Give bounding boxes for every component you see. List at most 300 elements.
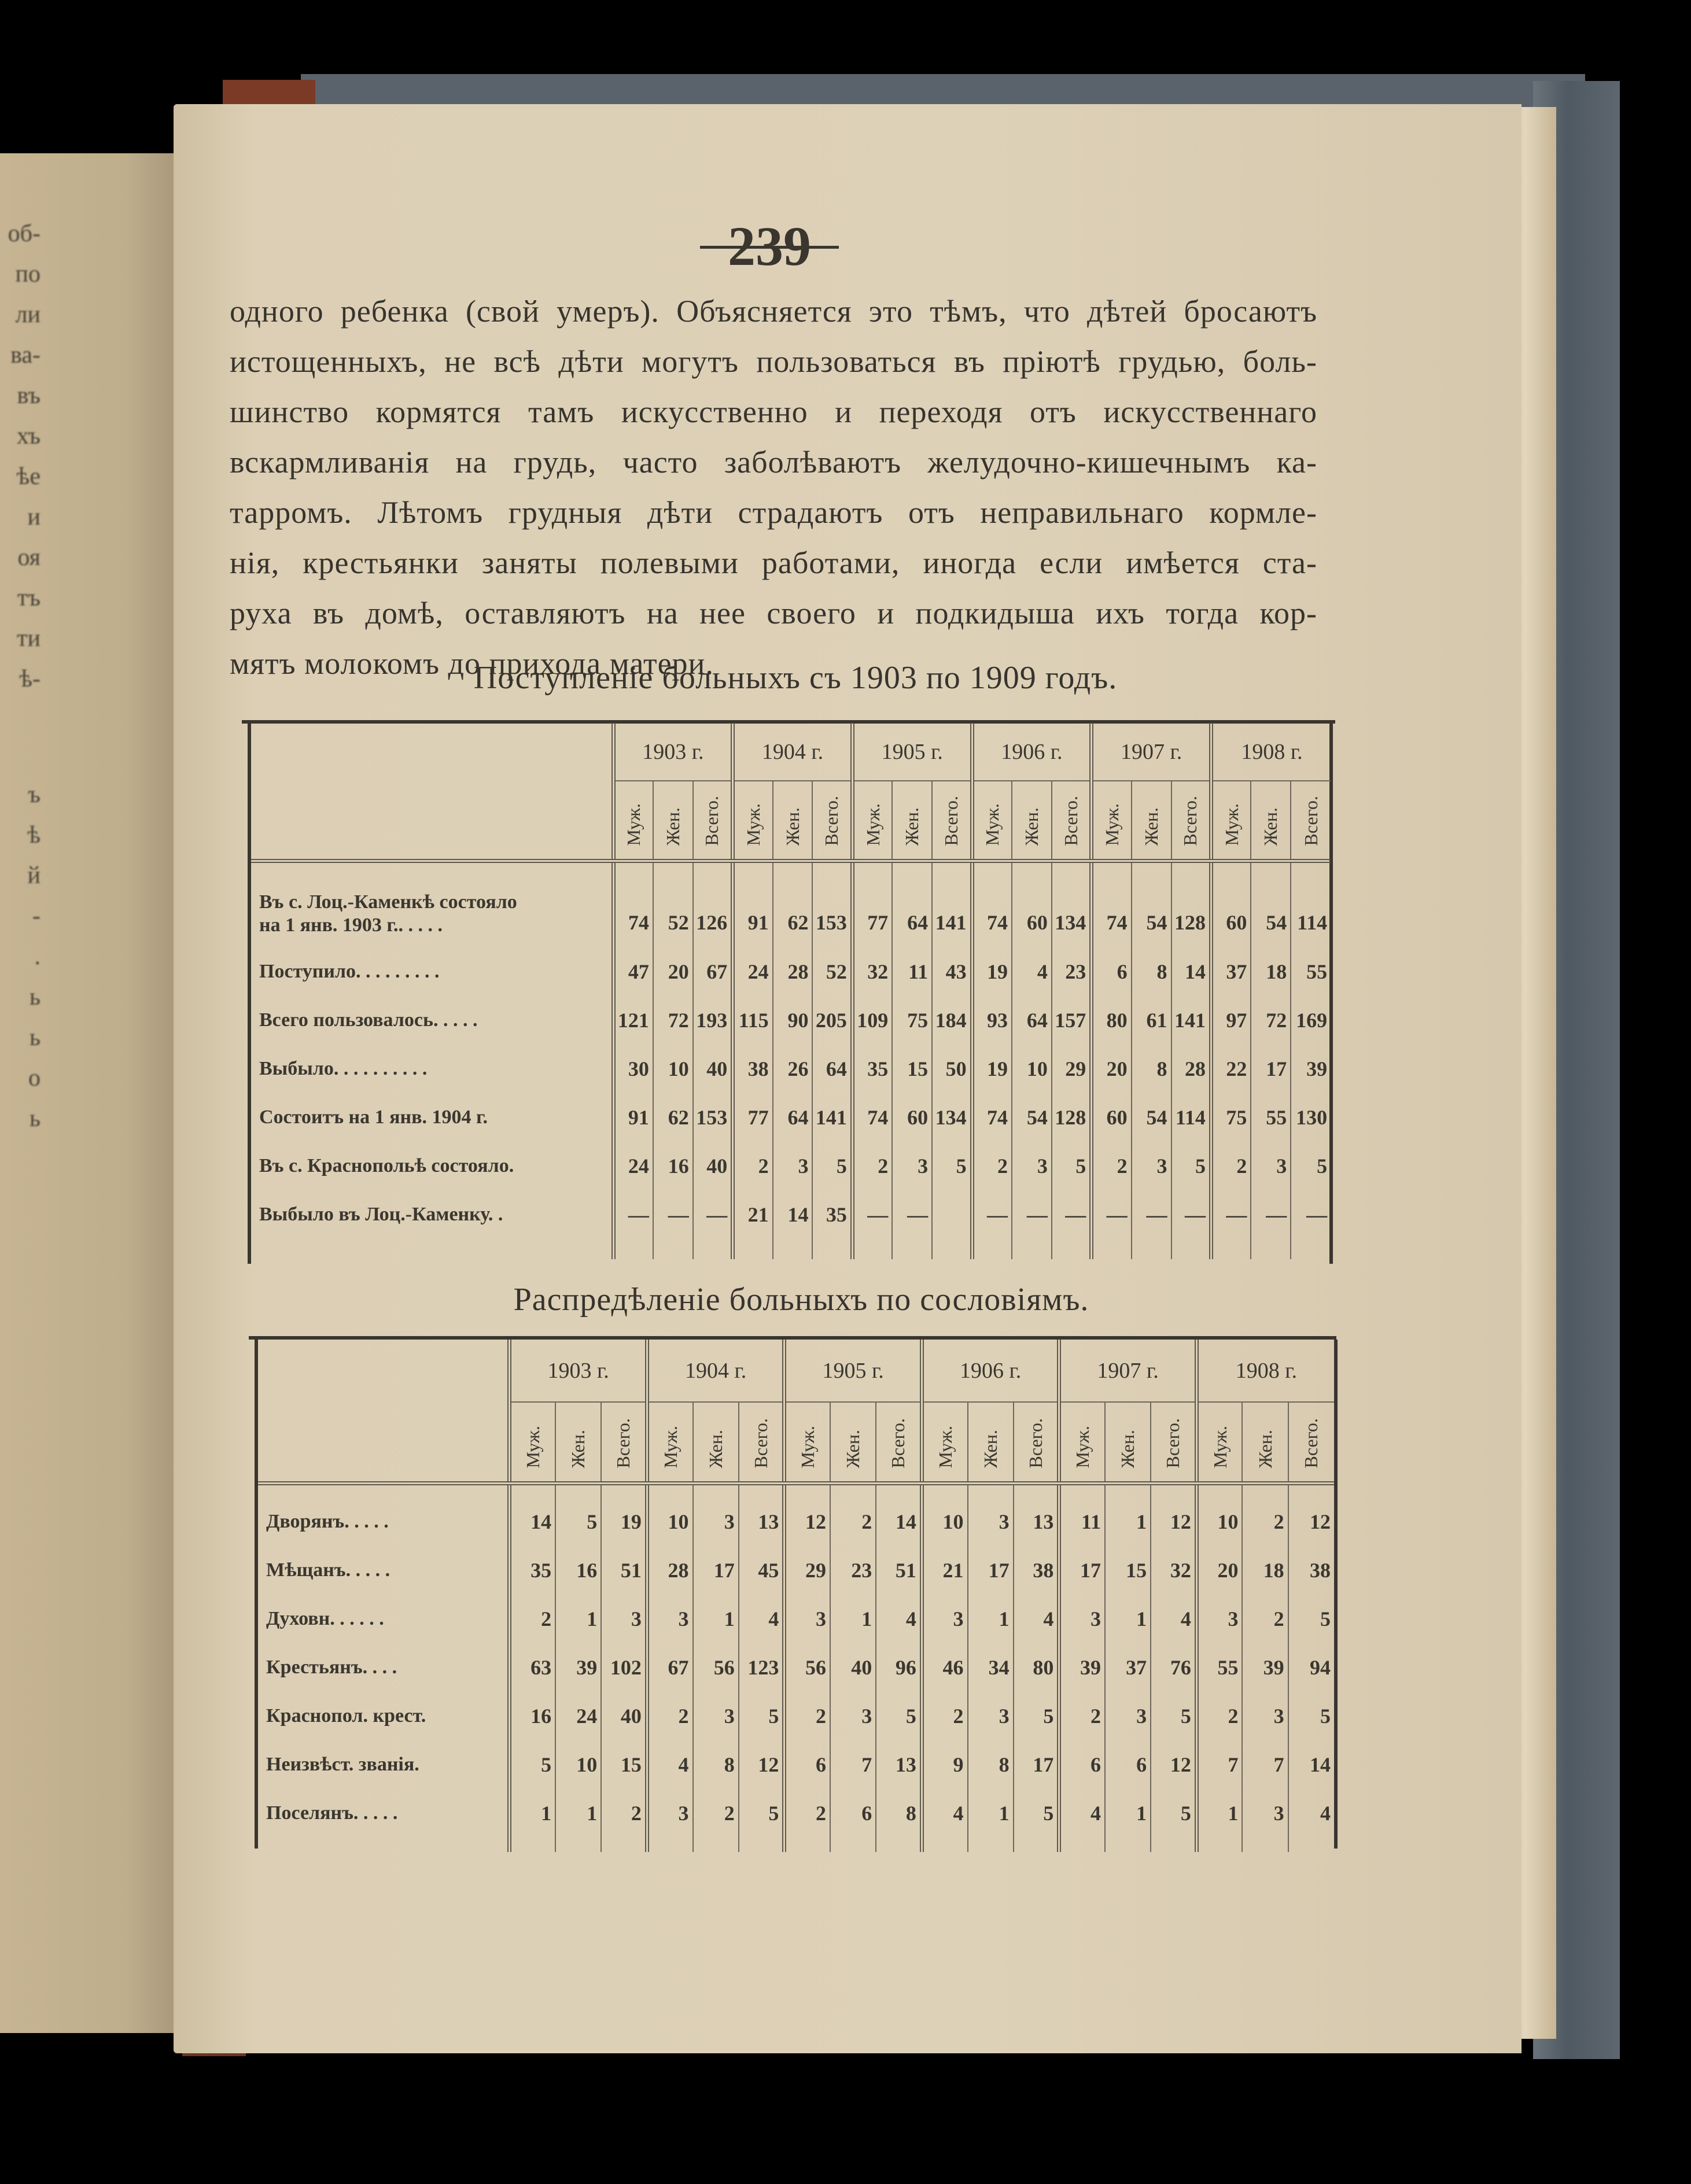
table-cell: — <box>1211 1190 1251 1239</box>
table-cell: 77 <box>852 861 892 947</box>
table-cell: 64 <box>812 1045 852 1093</box>
table-cell: 11 <box>892 947 932 996</box>
table-cell: 76 <box>1151 1643 1196 1692</box>
table-cell: 128 <box>1052 1093 1092 1142</box>
table-cell: 47 <box>613 947 653 996</box>
table-cell: 39 <box>1059 1643 1105 1692</box>
table-cell: 26 <box>773 1045 813 1093</box>
spacer-cell <box>812 1239 852 1259</box>
sex-header-label: Жен. <box>1140 807 1162 846</box>
sex-header <box>1291 781 1331 861</box>
sex-header-label: Жен. <box>901 807 923 846</box>
sex-header-label: Муж. <box>1209 1426 1231 1469</box>
table-cell: 19 <box>601 1497 647 1546</box>
table-cell: 91 <box>613 1093 653 1142</box>
table-cell: 20 <box>1196 1546 1242 1595</box>
table-cell: 2 <box>972 1142 1012 1190</box>
spacer-cell <box>1105 1483 1151 1497</box>
table-cell: 2 <box>1059 1692 1105 1740</box>
table-cell: 2 <box>647 1692 692 1740</box>
sex-header <box>1151 1402 1196 1483</box>
table-cell: 54 <box>1251 861 1291 947</box>
table-cell: 3 <box>1132 1142 1171 1190</box>
sex-header <box>1092 781 1132 861</box>
spacer-cell <box>1132 1239 1171 1259</box>
table-row <box>258 1643 1334 1692</box>
table-cell: 3 <box>1059 1595 1105 1643</box>
left-page-text-fragment: ли <box>15 301 40 328</box>
table-cell: 91 <box>733 861 773 947</box>
table-cell: 64 <box>892 861 932 947</box>
table-cell: 114 <box>1171 1093 1211 1142</box>
left-page-text-fragment: об- <box>8 220 40 247</box>
table-cell: 121 <box>613 996 653 1045</box>
table-cell: 10 <box>647 1497 692 1546</box>
spacer-cell <box>1291 1239 1331 1259</box>
table-cell: 2 <box>1092 1142 1132 1190</box>
table-cell: 60 <box>892 1093 932 1142</box>
left-page-text-fragment: въ <box>17 382 40 409</box>
table-cell: 20 <box>1092 1045 1132 1093</box>
left-page-text-fragment: ь <box>29 1024 40 1051</box>
table-cell: 50 <box>932 1045 972 1093</box>
table-cell: 96 <box>876 1643 922 1692</box>
spacer-cell <box>647 1483 692 1497</box>
table-cell: 64 <box>1012 996 1052 1045</box>
left-page-text-fragment: ва- <box>10 342 40 368</box>
table-cell: 5 <box>1014 1789 1059 1838</box>
sex-header-label: Муж. <box>623 803 644 846</box>
row-label: Крестьянъ. . . . <box>266 1657 397 1678</box>
table-cell: 6 <box>1092 947 1132 996</box>
spacer-cell <box>733 1239 773 1259</box>
spacer-cell <box>876 1483 922 1497</box>
spacer-cell <box>1059 1838 1105 1852</box>
table-cell: 20 <box>653 947 693 996</box>
table-cell: 6 <box>1105 1740 1151 1789</box>
table-cell: 29 <box>784 1546 830 1595</box>
table-cell: 5 <box>812 1142 852 1190</box>
row-label: Въ с. Краснопольѣ состояло. <box>259 1155 514 1176</box>
spacer-cell <box>1196 1838 1242 1852</box>
sex-header-label: Всего. <box>1300 796 1321 846</box>
sex-header-label: Муж. <box>1221 803 1242 846</box>
table-cell: — <box>653 1190 693 1239</box>
row-label: Дворянъ. . . . . <box>266 1511 389 1532</box>
table-cell: 2 <box>852 1142 892 1190</box>
table-cell: 4 <box>1012 947 1052 996</box>
sex-header <box>1196 1402 1242 1483</box>
table-cell: 3 <box>1251 1142 1291 1190</box>
table-cell: 2 <box>1211 1142 1251 1190</box>
table-cell: 8 <box>1132 947 1171 996</box>
paragraph-line: нія, крестьянки заняты полевыми работами, иногда если имѣется ста- <box>230 545 1317 580</box>
table-cell: 4 <box>1288 1789 1334 1838</box>
left-page-text-fragment: ь <box>29 1105 40 1132</box>
year-header-row <box>258 1340 1334 1402</box>
table-cell: 12 <box>784 1497 830 1546</box>
table-cell: 8 <box>876 1789 922 1838</box>
table-cell: 153 <box>693 1093 733 1142</box>
table-cell: 3 <box>647 1595 692 1643</box>
spacer-cell <box>653 1239 693 1259</box>
table-cell: 8 <box>1132 1045 1171 1093</box>
table-cell: 40 <box>830 1643 876 1692</box>
table-cell: 8 <box>968 1740 1014 1789</box>
table-cell: 7 <box>1242 1740 1288 1789</box>
table-cell: 2 <box>922 1692 967 1740</box>
table-cell: 54 <box>1012 1093 1052 1142</box>
table-cell: 5 <box>1291 1142 1331 1190</box>
spacer-cell <box>1288 1483 1334 1497</box>
table-cell: 5 <box>1014 1692 1059 1740</box>
body-paragraph <box>230 286 1317 689</box>
table-cell: 97 <box>1211 996 1251 1045</box>
table-cell: 19 <box>972 947 1012 996</box>
spacer-row <box>251 1239 1331 1259</box>
table2-right-rule <box>1334 1340 1338 1849</box>
table-cell: 52 <box>653 861 693 947</box>
table-cell: 15 <box>1105 1546 1151 1595</box>
sex-header <box>922 1402 967 1483</box>
table-cell: — <box>852 1190 892 1239</box>
table-cell: 22 <box>1211 1045 1251 1093</box>
sex-header-label: Жен. <box>842 1430 864 1469</box>
table-row <box>258 1692 1334 1740</box>
table-cell: 39 <box>555 1643 601 1692</box>
table-cell: — <box>1052 1190 1092 1239</box>
table-cell: 72 <box>653 996 693 1045</box>
sex-header-label: Муж. <box>982 803 1003 846</box>
table-cell: 37 <box>1105 1643 1151 1692</box>
table-cell: 39 <box>1242 1643 1288 1692</box>
table-cell: 51 <box>601 1546 647 1595</box>
table-cell: 74 <box>613 861 653 947</box>
table-cell: 2 <box>1242 1497 1288 1546</box>
table-cell: 55 <box>1251 1093 1291 1142</box>
sex-header-label: Всего. <box>1301 1418 1322 1469</box>
spacer-cell <box>510 1483 555 1497</box>
table-cell: — <box>892 1190 932 1239</box>
table-cell: 17 <box>1014 1740 1059 1789</box>
sex-header <box>510 1402 555 1483</box>
left-page-text-fragment: ѣ- <box>19 666 40 692</box>
sex-header-label: Муж. <box>797 1426 819 1469</box>
table-row <box>251 996 1331 1045</box>
table-cell: 3 <box>647 1789 692 1838</box>
table-cell: 74 <box>852 1093 892 1142</box>
table-cell: 24 <box>613 1142 653 1190</box>
table-cell: 11 <box>1059 1497 1105 1546</box>
table-cell: 17 <box>1251 1045 1291 1093</box>
table-cell: 134 <box>1052 861 1092 947</box>
year-header: 1905 г. <box>852 723 972 781</box>
left-page-text-fragment: хъ <box>16 423 40 449</box>
table-cell: 16 <box>555 1546 601 1595</box>
table-cell: 21 <box>733 1190 773 1239</box>
table-cell: 10 <box>922 1497 967 1546</box>
table-cell: 17 <box>693 1546 739 1595</box>
table-cell: 6 <box>830 1789 876 1838</box>
table-cell: 4 <box>739 1595 784 1643</box>
admissions-table <box>251 723 1331 1259</box>
estates-table <box>258 1340 1334 1852</box>
table-cell: 56 <box>693 1643 739 1692</box>
sex-header <box>555 1402 601 1483</box>
spacer-cell <box>830 1483 876 1497</box>
spacer-cell <box>784 1483 830 1497</box>
table-cell: 62 <box>653 1093 693 1142</box>
spacer-cell <box>1151 1838 1196 1852</box>
paragraph-line: истощенныхъ, не всѣ дѣти могутъ пользоваться въ пріютѣ грудью, боль- <box>230 344 1317 379</box>
table-cell: 15 <box>601 1740 647 1789</box>
sex-header-label: Муж. <box>1072 1426 1093 1469</box>
table-cell: 35 <box>812 1190 852 1239</box>
sex-header <box>693 781 733 861</box>
sex-header <box>1288 1402 1334 1483</box>
table-cell: 169 <box>1291 996 1331 1045</box>
table-cell: 2 <box>510 1595 555 1643</box>
table-cell: 24 <box>733 947 773 996</box>
row-label: Выбыло въ Лоц.-Каменку. . <box>259 1204 503 1225</box>
table-cell: 17 <box>968 1546 1014 1595</box>
table-cell: 14 <box>510 1497 555 1546</box>
sex-header-label: Всего. <box>1162 1418 1183 1469</box>
sex-header <box>812 781 852 861</box>
table-cell: 157 <box>1052 996 1092 1045</box>
table-cell <box>932 1190 972 1239</box>
table-cell: 2 <box>693 1789 739 1838</box>
spacer-cell <box>1092 1239 1132 1259</box>
table-cell: 45 <box>739 1546 784 1595</box>
spacer-cell <box>972 1239 1012 1259</box>
spacer-cell <box>1052 1239 1092 1259</box>
table-cell: 28 <box>773 947 813 996</box>
table-cell: 14 <box>1171 947 1211 996</box>
table-cell: 3 <box>1012 1142 1052 1190</box>
table-cell: 153 <box>812 861 852 947</box>
sex-header-label: Муж. <box>522 1426 544 1469</box>
left-page-text-fragment: - <box>32 903 40 929</box>
spacer-cell <box>1014 1838 1059 1852</box>
table-cell: 43 <box>932 947 972 996</box>
left-page-text-fragment: ѣе <box>16 463 40 490</box>
table-cell: 60 <box>1012 861 1052 947</box>
year-header: 1904 г. <box>733 723 853 781</box>
sex-header-label: Муж. <box>742 803 764 846</box>
left-page-text-fragment: о <box>28 1065 40 1091</box>
table-cell: 1 <box>968 1595 1014 1643</box>
spacer-cell <box>555 1838 601 1852</box>
sex-header <box>647 1402 692 1483</box>
year-header: 1906 г. <box>922 1340 1059 1402</box>
page-number: 239 <box>700 214 839 278</box>
table-cell: 7 <box>830 1740 876 1789</box>
table-cell: 128 <box>1171 861 1211 947</box>
paragraph-line: шинство кормятся тамъ искусственно и переходя отъ искусственнаго <box>230 394 1317 429</box>
spacer-cell <box>510 1838 555 1852</box>
table-cell: 5 <box>1288 1595 1334 1643</box>
spacer-cell <box>876 1838 922 1852</box>
table-cell: 114 <box>1291 861 1331 947</box>
table-cell: 64 <box>773 1093 813 1142</box>
table-cell: 34 <box>968 1643 1014 1692</box>
table-cell: 2 <box>784 1692 830 1740</box>
year-header: 1905 г. <box>784 1340 922 1402</box>
sex-header <box>932 781 972 861</box>
year-header: 1903 г. <box>510 1340 647 1402</box>
sex-header-label: Муж. <box>1101 803 1122 846</box>
spacer-cell <box>1014 1483 1059 1497</box>
table-row <box>258 1595 1334 1643</box>
table-row <box>251 1142 1331 1190</box>
table-cell: 62 <box>773 861 813 947</box>
sex-header <box>1012 781 1052 861</box>
table-cell: 102 <box>601 1643 647 1692</box>
sex-header-label: Жен. <box>662 807 683 846</box>
table-cell: 5 <box>510 1740 555 1789</box>
table-cell: 134 <box>932 1093 972 1142</box>
table-cell: 1 <box>555 1595 601 1643</box>
sex-header <box>1059 1402 1105 1483</box>
spacer-cell <box>968 1483 1014 1497</box>
spacer-cell <box>1242 1483 1288 1497</box>
table-cell: 40 <box>693 1142 733 1190</box>
paragraph-line: вскармливанія на грудь, часто заболѣваютъ желудочно-кишечнымъ ка- <box>230 445 1317 479</box>
table-cell: 193 <box>693 996 733 1045</box>
row-label: Поступило. . . . . . . . . <box>259 961 440 982</box>
table-cell: 3 <box>1196 1595 1242 1643</box>
table-cell: 2 <box>830 1497 876 1546</box>
sex-header-label: Жен. <box>1260 807 1281 846</box>
year-header: 1907 г. <box>1092 723 1211 781</box>
year-header: 1904 г. <box>647 1340 784 1402</box>
table-cell: 67 <box>693 947 733 996</box>
table-cell: — <box>613 1190 653 1239</box>
sex-header <box>1052 781 1092 861</box>
table-row <box>251 861 1331 947</box>
left-page <box>0 153 179 2033</box>
table-cell: 38 <box>733 1045 773 1093</box>
sex-header-label: Жен. <box>1021 807 1042 846</box>
table-cell: 1 <box>1105 1595 1151 1643</box>
sex-header <box>1171 781 1211 861</box>
table-cell: 23 <box>830 1546 876 1595</box>
sex-header <box>784 1402 830 1483</box>
sex-header-label: Всего. <box>1060 796 1081 846</box>
sex-header-label: Муж. <box>660 1426 681 1469</box>
table-cell: 19 <box>972 1045 1012 1093</box>
sex-header <box>739 1402 784 1483</box>
sex-header <box>613 781 653 861</box>
table-cell: 10 <box>1196 1497 1242 1546</box>
stub-header <box>251 723 613 861</box>
table-cell: 10 <box>653 1045 693 1093</box>
sex-header <box>972 781 1012 861</box>
spacer-cell <box>601 1838 647 1852</box>
table-cell: 4 <box>922 1789 967 1838</box>
year-header: 1906 г. <box>972 723 1092 781</box>
table-cell: — <box>1092 1190 1132 1239</box>
table-cell: 63 <box>510 1643 555 1692</box>
table-cell: 2 <box>1242 1595 1288 1643</box>
spacer-row <box>258 1838 1334 1852</box>
spacer-cell <box>784 1838 830 1852</box>
table-cell: 74 <box>972 1093 1012 1142</box>
table-cell: 29 <box>1052 1045 1092 1093</box>
table-cell: 30 <box>613 1045 653 1093</box>
table-cell: 4 <box>647 1740 692 1789</box>
spacer-cell <box>739 1483 784 1497</box>
table-cell: 1 <box>1105 1789 1151 1838</box>
table-cell: 7 <box>1196 1740 1242 1789</box>
spacer-cell <box>892 1239 932 1259</box>
table-cell: 72 <box>1251 996 1291 1045</box>
spacer-cell <box>852 1239 892 1259</box>
spacer-cell <box>1012 1239 1052 1259</box>
table-cell: 13 <box>1014 1497 1059 1546</box>
row-label: Въ с. Лоц.-Каменкѣ состояло на 1 янв. 1903 г.. . . . . <box>259 891 517 936</box>
table-cell: 94 <box>1288 1643 1334 1692</box>
table-cell: — <box>972 1190 1012 1239</box>
spacer-cell <box>1288 1838 1334 1852</box>
left-page-text-fragment: ь <box>29 984 40 1010</box>
spacer-cell <box>613 1239 653 1259</box>
table-cell: 15 <box>892 1045 932 1093</box>
table-row <box>258 1789 1334 1838</box>
table-cell: 3 <box>968 1692 1014 1740</box>
left-page-text-fragment: й <box>27 862 40 889</box>
table-cell: 75 <box>892 996 932 1045</box>
sex-header <box>653 781 693 861</box>
left-page-text-fragment: по <box>15 261 40 287</box>
table-cell: 126 <box>693 861 733 947</box>
spacer-cell <box>555 1483 601 1497</box>
table-cell: 16 <box>510 1692 555 1740</box>
table-cell: 3 <box>1242 1692 1288 1740</box>
table-cell: 3 <box>1105 1692 1151 1740</box>
table-cell: — <box>1012 1190 1052 1239</box>
year-header: 1908 г. <box>1211 723 1331 781</box>
table-cell: 5 <box>876 1692 922 1740</box>
spacer-cell <box>1151 1483 1196 1497</box>
table-cell: 2 <box>601 1789 647 1838</box>
table-cell: — <box>1251 1190 1291 1239</box>
table-cell: 2 <box>1196 1692 1242 1740</box>
table-row <box>251 1093 1331 1142</box>
sex-header-label: Жен. <box>705 1430 726 1469</box>
table-cell: 2 <box>733 1142 773 1190</box>
table-row <box>251 1045 1331 1093</box>
table-cell: 35 <box>852 1045 892 1093</box>
table-cell: 12 <box>1151 1740 1196 1789</box>
row-label: Всего пользовалось. . . . . <box>259 1009 478 1031</box>
table-cell: 141 <box>812 1093 852 1142</box>
left-page-text-fragment: и <box>27 504 40 530</box>
sex-header <box>1251 781 1291 861</box>
table-cell: 14 <box>1288 1740 1334 1789</box>
table-cell: 14 <box>876 1497 922 1546</box>
table-cell: 40 <box>693 1045 733 1093</box>
spacer-cell <box>1211 1239 1251 1259</box>
year-header: 1907 г. <box>1059 1340 1196 1402</box>
table-cell: 2 <box>784 1789 830 1838</box>
spacer-cell <box>647 1838 692 1852</box>
table-cell: 35 <box>510 1546 555 1595</box>
table-cell: 90 <box>773 996 813 1045</box>
sex-header-label: Жен. <box>1117 1430 1139 1469</box>
spacer-cell <box>258 1483 510 1497</box>
